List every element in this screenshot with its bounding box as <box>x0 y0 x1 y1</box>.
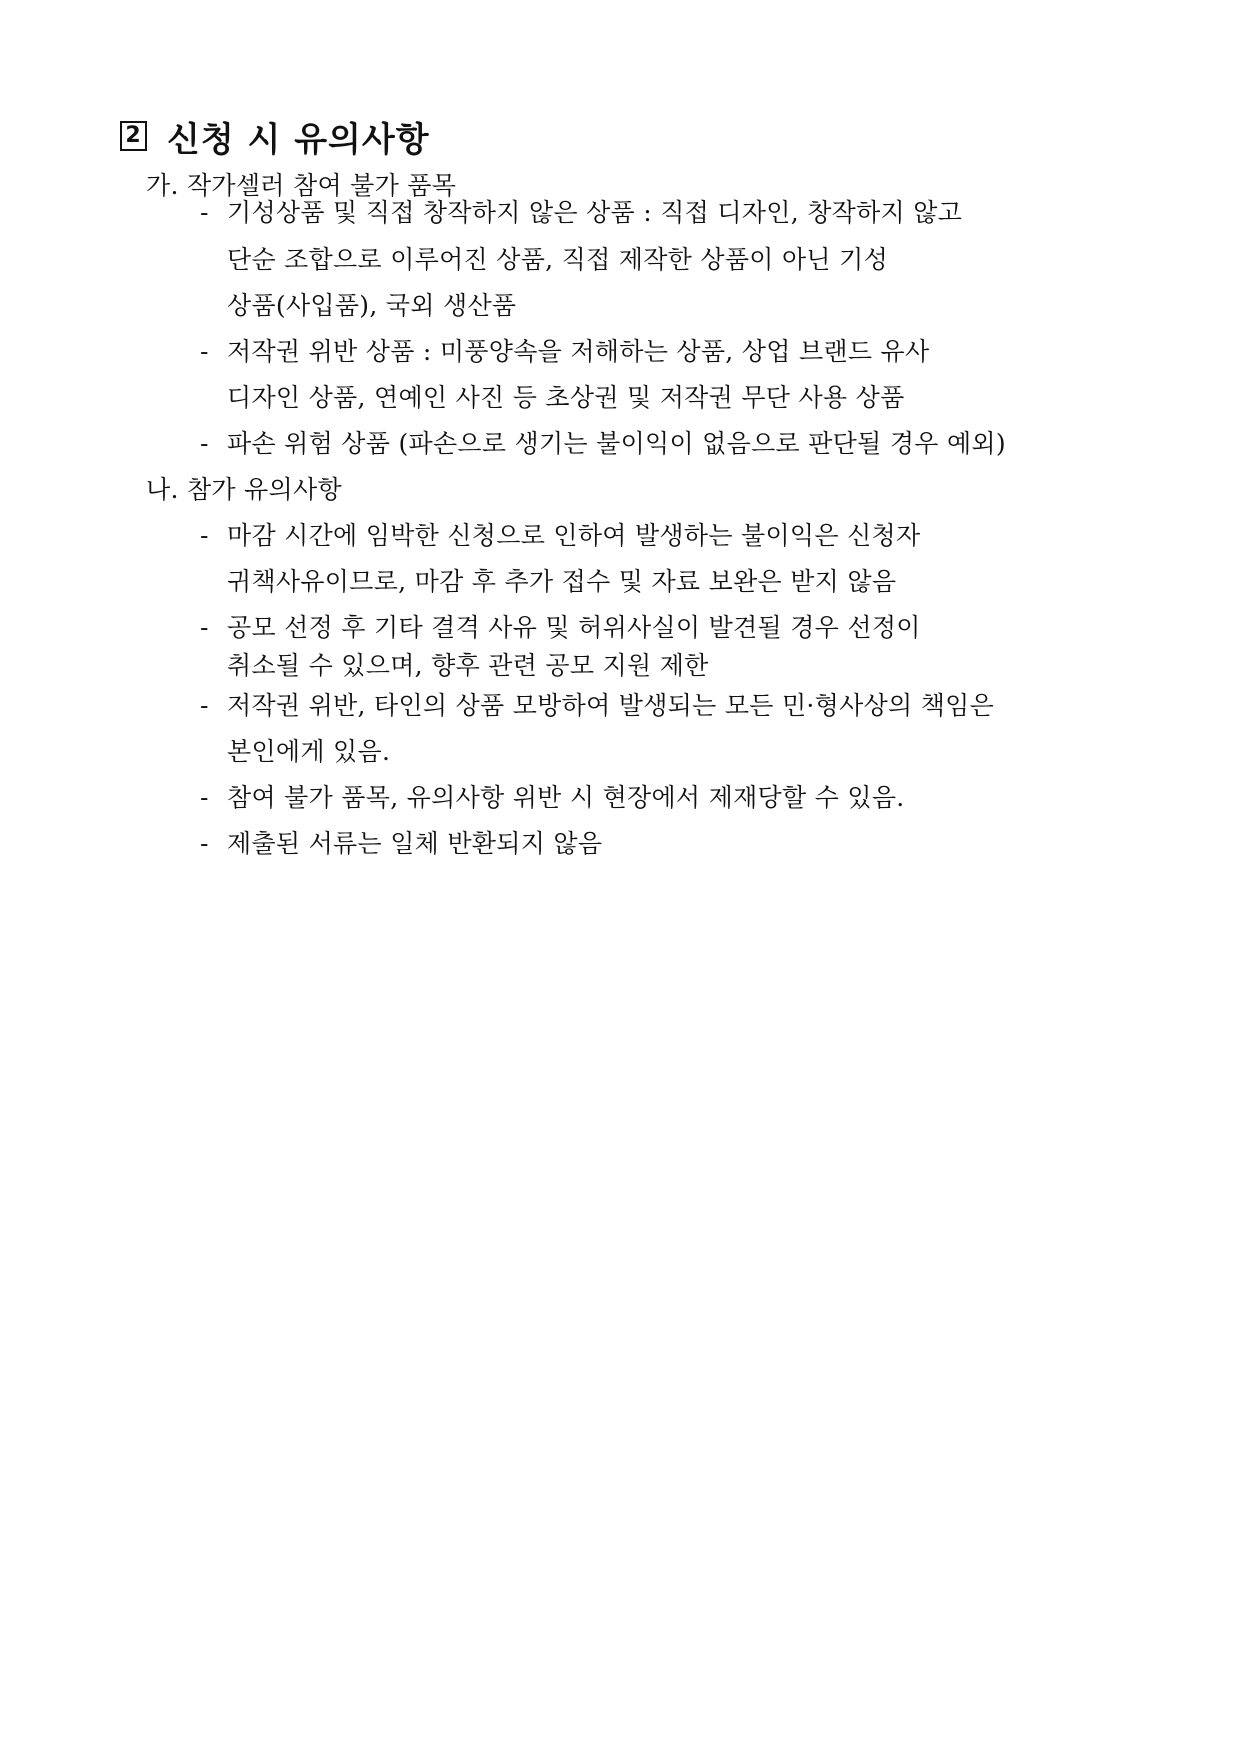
list-item-continuation: 단순 조합으로 이루어진 상품, 직접 제작한 상품이 아닌 기성 <box>227 245 889 274</box>
bullet-dash: - <box>200 829 209 858</box>
list-item-continuation: 취소될 수 있으며, 향후 관련 공모 지원 제한 <box>227 651 709 680</box>
list-item-text: 공모 선정 후 기타 결격 사유 및 허위사실이 발견될 경우 선정이 <box>227 613 921 642</box>
bullet-dash: - <box>200 783 209 812</box>
bullet-dash: - <box>200 521 209 550</box>
list-item-continuation: 귀책사유이므로, 마감 후 추가 접수 및 자료 보완은 받지 않음 <box>227 567 897 596</box>
list-item <box>200 196 962 230</box>
list-item-text: 기성상품 및 직접 창작하지 않은 상품 : 직접 디자인, 창작하지 않고 <box>227 198 963 227</box>
subsection-label-ga: 가. 작가셀러 참여 불가 품목 <box>146 171 457 200</box>
list-item-text: 참여 불가 품목, 유의사항 위반 시 현장에서 제재당할 수 있음. <box>227 783 905 812</box>
list-item-text: 제출된 서류는 일체 반환되지 않음 <box>227 829 603 858</box>
bullet-dash: - <box>200 613 209 642</box>
section-title: 신청 시 유의사항 <box>167 119 430 160</box>
bullet-dash: - <box>200 691 209 720</box>
list-item <box>200 519 920 553</box>
list-item <box>200 427 1006 461</box>
list-item <box>200 611 921 645</box>
section-heading <box>120 112 430 160</box>
bullet-dash: - <box>200 429 209 458</box>
list-item <box>200 781 905 815</box>
section-number-box: 2 <box>120 121 147 151</box>
list-item <box>200 335 929 369</box>
list-item-text: 마감 시간에 임박한 신청으로 인하여 발생하는 불이익은 신청자 <box>227 521 921 550</box>
list-item-text: 저작권 위반, 타인의 상품 모방하여 발생되는 모든 민·형사상의 책임은 <box>227 691 995 720</box>
list-item-continuation: 상품(사입품), 국외 생산품 <box>227 291 517 320</box>
bullet-dash: - <box>200 198 209 227</box>
list-item-continuation: 본인에게 있음. <box>227 737 391 766</box>
list-item <box>200 827 602 861</box>
list-item-text: 저작권 위반 상품 : 미풍양속을 저해하는 상품, 상업 브랜드 유사 <box>227 337 930 366</box>
list-item-continuation: 디자인 상품, 연예인 사진 등 초상권 및 저작권 무단 사용 상품 <box>227 383 905 412</box>
list-item-text: 파손 위험 상품 (파손으로 생기는 불이익이 없음으로 판단될 경우 예외) <box>227 429 1006 458</box>
bullet-dash: - <box>200 337 209 366</box>
list-item <box>200 689 994 723</box>
subsection-label-na: 나. 참가 유의사항 <box>146 475 342 504</box>
